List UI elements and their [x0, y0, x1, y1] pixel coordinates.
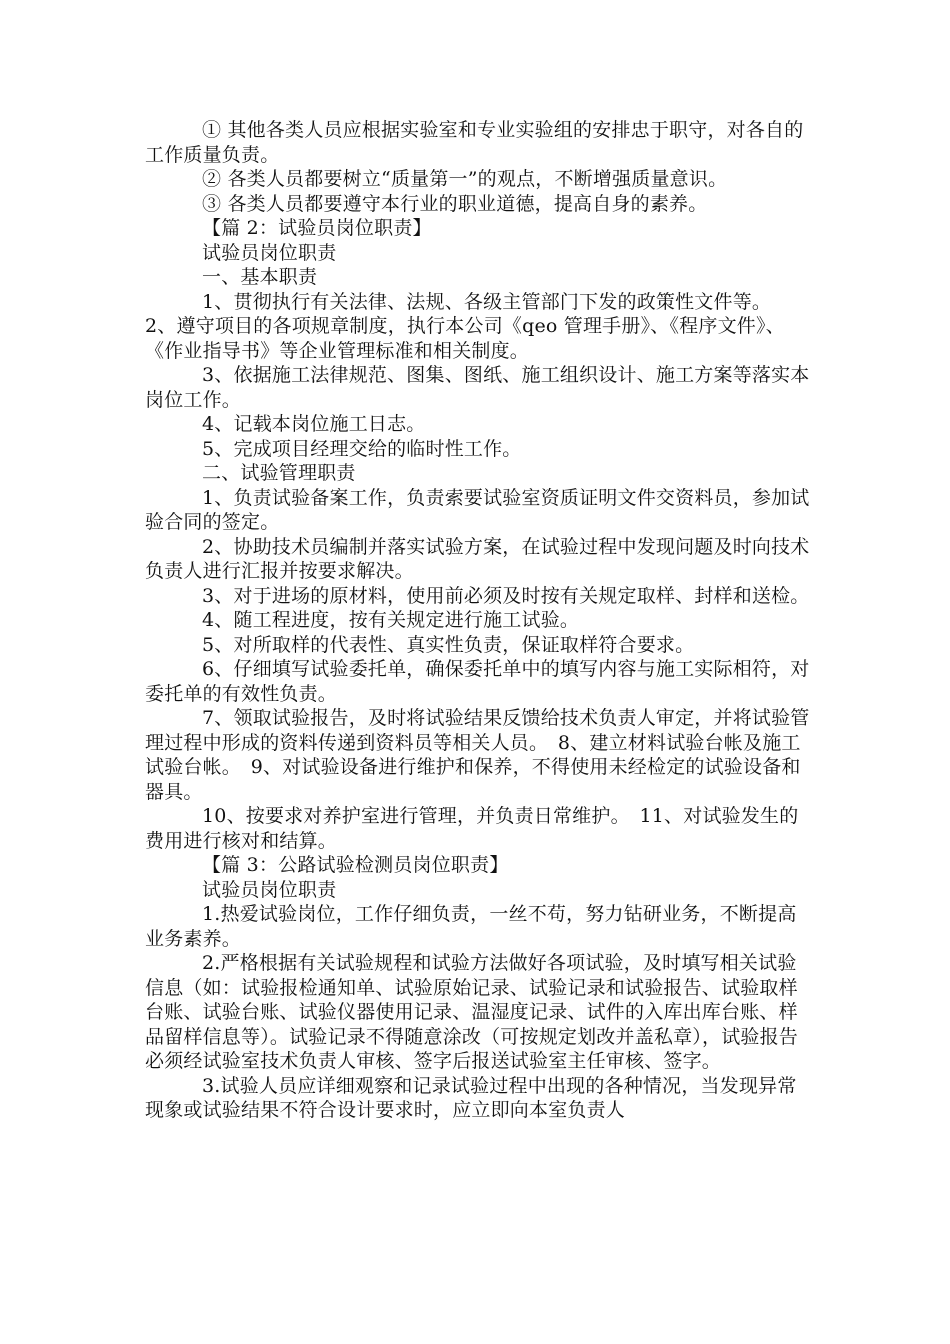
paragraph: 一、基本职责 — [202, 266, 318, 288]
paragraph: 3、依据施工法律规范、图集、图纸、施工组织设计、施工方案等落实本岗位工作。 — [145, 364, 810, 411]
paragraph: 2、协助技术员编制并落实试验方案，在试验过程中发现问题及时向技术负责人进行汇报并按要求解决。 — [145, 535, 810, 582]
paragraph: 7、领取试验报告，及时将试验结果反馈给技术负责人审定，并将试验管理过程中形成的资料传递到资料员等相关人员。 8、建立材料试验台帐及施工试验台帐。 9、对试验设备进行维护和保养，不得使用未经检定的试验设备和器具。 — [145, 707, 810, 803]
paragraph: ② 各类人员都要树立“质量第一”的观点，不断增强质量意识。 — [202, 168, 728, 190]
document-page — [145, 118, 810, 1123]
paragraph: 4、随工程进度，按有关规定进行施工试验。 — [202, 609, 580, 631]
paragraph: 1.热爱试验岗位，工作仔细负责，一丝不苟，努力钻研业务，不断提高业务素养。 — [145, 903, 797, 950]
paragraph: 1、贯彻执行有关法律、法规、各级主管部门下发的政策性文件等。 2、遵守项目的各项规章制度，执行本公司《qeo 管理手册》、《程序文件》、《作业指导书》等企业管理标准和相关制度。 — [145, 290, 785, 362]
paragraph: 试验员岗位职责 — [202, 241, 337, 264]
paragraph: 二、试验管理职责 — [202, 462, 356, 484]
paragraph: 10、按要求对养护室进行管理，并负责日常维护。 11、对试验发生的费用进行核对和结算。 — [145, 805, 799, 852]
section-heading: 【篇 2：试验员岗位职责】 — [202, 217, 432, 239]
section-heading: 【篇 3：公路试验检测员岗位职责】 — [202, 854, 509, 876]
paragraph: 2.严格根据有关试验规程和试验方法做好各项试验，及时填写相关试验信息（如：试验报检通知单、试验原始记录、试验记录和试验报告、试验取样台账、试验台账、试验仪器使用记录、温湿度记录、试件的入库出库台账、样品留样信息等）。试验记录不得随意涂改（可按规定划改并盖私章），试验报告必须经试验室技术负责人审核、签字后报送试验室主任审核、签字。 — [145, 952, 799, 1072]
paragraph: 6、仔细填写试验委托单，确保委托单中的填写内容与施工实际相符，对委托单的有效性负责。 — [145, 658, 810, 705]
paragraph: 5、完成项目经理交给的临时性工作。 — [202, 437, 522, 460]
paragraph: 4、记载本岗位施工日志。 — [202, 413, 426, 435]
paragraph: 1、负责试验备案工作，负责索要试验室资质证明文件交资料员，参加试验合同的签定。 — [145, 486, 810, 533]
paragraph: ③ 各类人员都要遵守本行业的职业道德，提高自身的素养。 — [202, 192, 708, 215]
paragraph: 3.试验人员应详细观察和记录试验过程中出现的各种情况，当发现异常现象或试验结果不符合设计要求时，应立即向本室负责人 — [145, 1074, 797, 1121]
paragraph: 3、对于进场的原材料，使用前必须及时按有关规定取样、封样和送检。 — [202, 584, 810, 607]
paragraph: 5、对所取样的代表性、真实性负责，保证取样符合要求。 — [202, 633, 695, 656]
paragraph: 试验员岗位职责 — [202, 878, 337, 901]
paragraph: ① 其他各类人员应根据实验室和专业实验组的安排忠于职守，对各自的工作质量负责。 — [145, 119, 804, 166]
